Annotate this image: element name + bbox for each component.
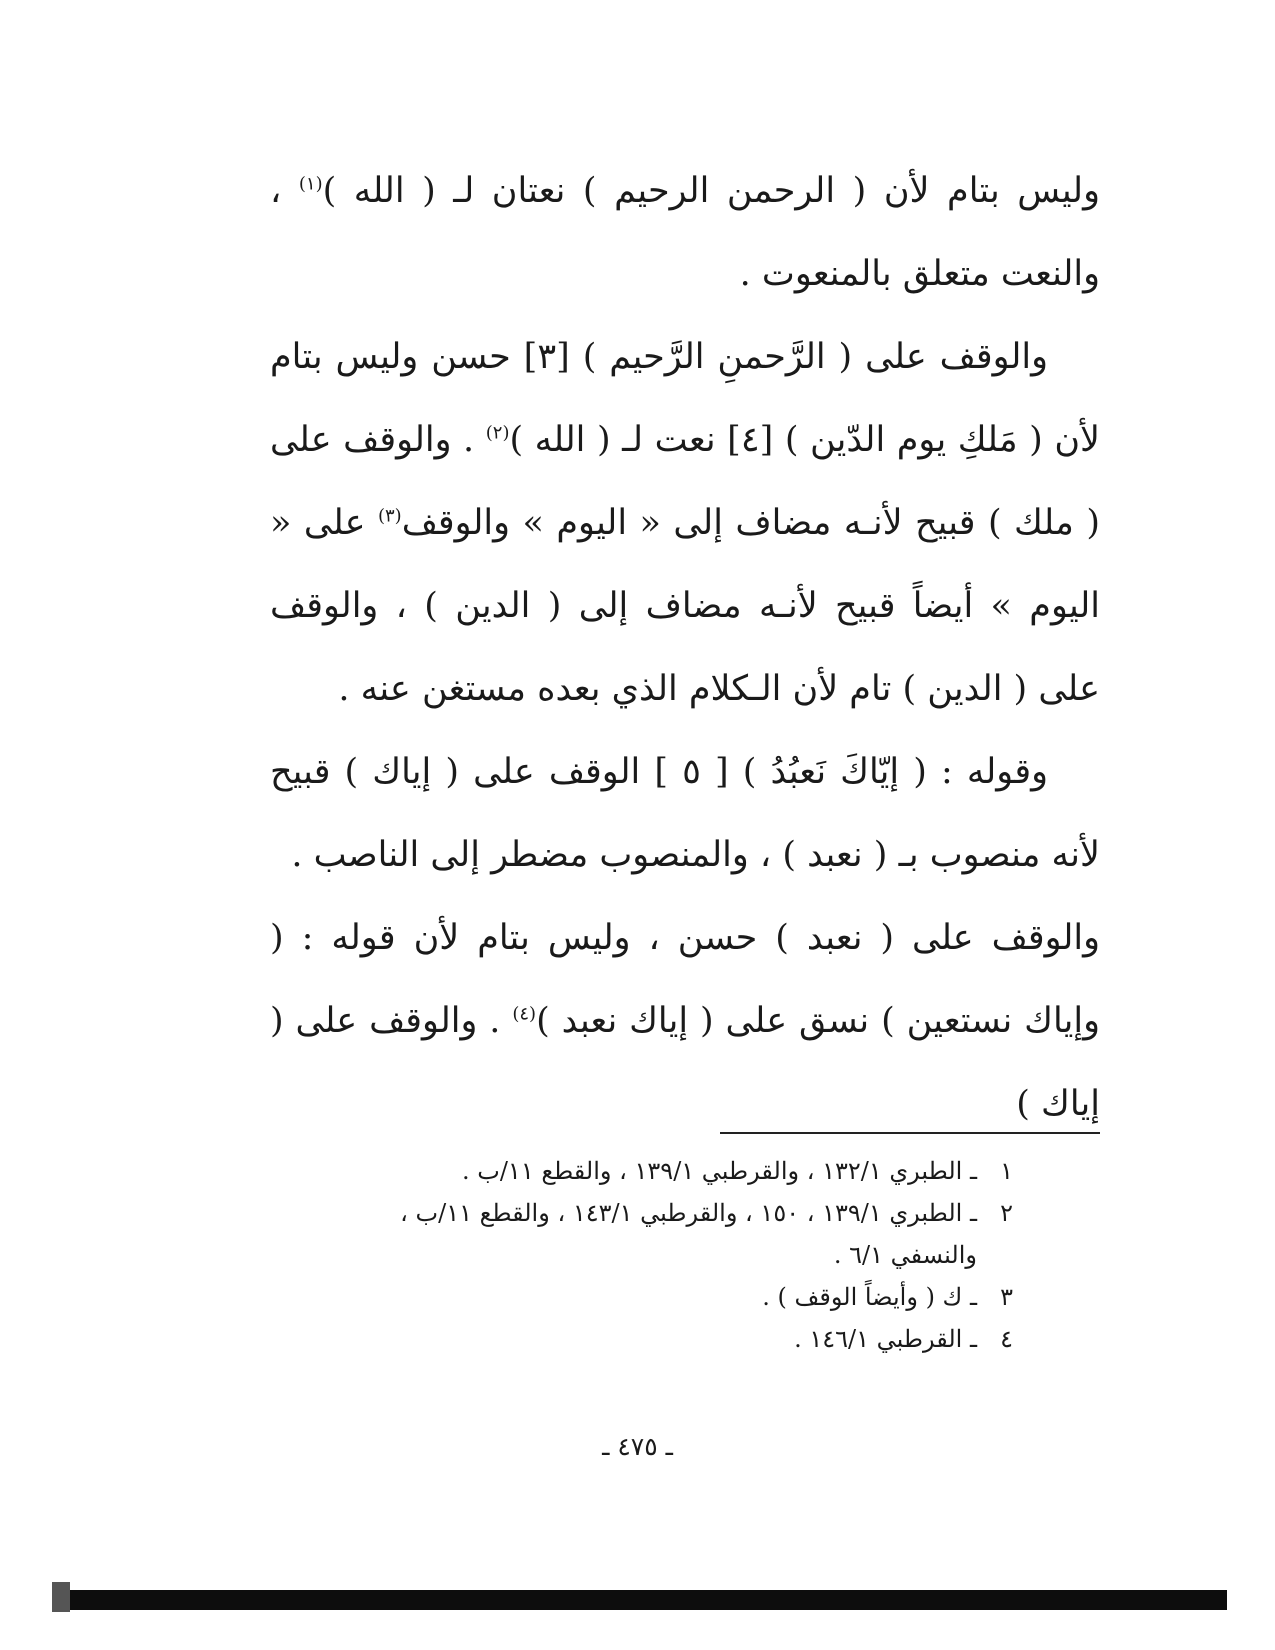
footnote-marker-3: (٣) (377, 505, 402, 527)
footnote-4 (373, 1318, 1013, 1360)
text-segment: وقوله : ( إيّاكَ نَعبُدُ ) [ ٥ ] الوقف على ( إياك ) قبيح لأنه منصوب بـ ( نعبد ) ، والمنصوب مضطر إلى الناصب . (270, 752, 1100, 875)
text-segment: . والوقف على ( ملك ) قبيح لأنـه مضاف إلى « اليوم » والوقف (270, 420, 1100, 543)
text-segment: وليس بتام لأن ( الرحمن الرحيم ) نعتان لـ ( الله ) (322, 171, 1100, 211)
scan-edge-bar (52, 1590, 1227, 1610)
footnotes (373, 1150, 1013, 1360)
footnote-text: ـ القرطبي ١٤٦/١ . (794, 1325, 977, 1353)
footnote-text: ـ ك ( وأيضاً الوقف ) . (762, 1283, 977, 1311)
footnote-text: ـ الطبري ١٣٩/١ ، ١٥٠ ، والقرطبي ١٤٣/١ ، والقطع ١١/ب ، والنسفي ٦/١ . (400, 1199, 977, 1269)
footnote-text: ـ الطبري ١٣٢/١ ، والقرطبي ١٣٩/١ ، والقطع ١١/ب . (461, 1157, 977, 1185)
paragraph-3 (270, 731, 1100, 897)
footnote-marker-4: (٤) (512, 1003, 537, 1025)
text-segment: على « اليوم » أيضاً قبيح لأنـه مضاف إلى ( الدين ) ، والوقف على ( الدين ) تام لأن الـكلام الذي بعده مستغن عنه . (270, 503, 1100, 709)
paragraph-2 (270, 316, 1100, 731)
footnote-marker-1: (١) (298, 173, 323, 195)
paragraph-1 (270, 150, 1100, 316)
footnote-2 (373, 1192, 1013, 1276)
footnote-marker-2: (٢) (485, 422, 510, 444)
scan-edge-mark (52, 1582, 70, 1612)
page-number: ـ ٤٧٥ ـ (602, 1432, 673, 1461)
text-segment: والوقف على ( نعبد ) حسن ، وليس بتام لأن قوله : ( وإياك نستعين ) نسق على ( إياك نعبد ) (270, 918, 1100, 1041)
text-segment: ، والنعت متعلق بالمنعوت . (270, 171, 1100, 294)
footnote-divider (720, 1132, 1100, 1134)
footnote-number: ٢ (1000, 1199, 1013, 1227)
main-text (270, 150, 1100, 1146)
footnote-3 (373, 1276, 1013, 1318)
footnote-1 (373, 1150, 1013, 1192)
footnote-number: ٣ (1000, 1283, 1013, 1311)
text-segment: والوقف على ( الرَّحمنِ الرَّحيم ) [٣] حسن وليس بتام لأن ( مَلكِ يوم الدّين ) [٤] نعت لـ ( الله ) (270, 337, 1100, 460)
footnote-number: ٤ (1000, 1325, 1013, 1353)
footnote-number: ١ (1000, 1157, 1013, 1185)
paragraph-4 (270, 897, 1100, 1146)
text-segment: . والوقف على ( إياك ) (270, 1001, 1100, 1124)
